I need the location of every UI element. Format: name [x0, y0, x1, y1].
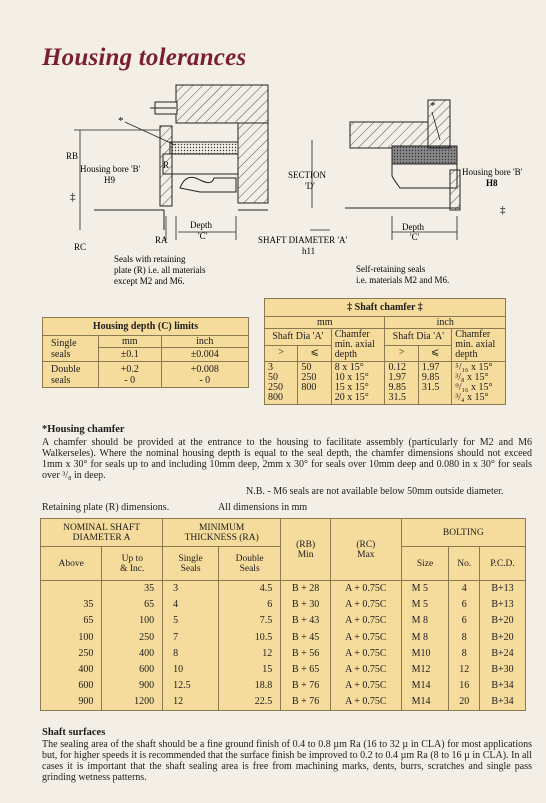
chamfer-inch-dia-header: Shaft Dia 'A' — [385, 329, 452, 346]
mm-gt-header: > — [265, 345, 298, 362]
cell-size: M 8 — [401, 629, 449, 645]
cell-double: 15 — [219, 661, 281, 677]
cell-rc: A + 0.75C — [331, 661, 402, 677]
housing-chamfer-mark-right: * — [430, 100, 436, 112]
cell-no: 12 — [449, 661, 480, 677]
housing-chamfer-mark: * — [118, 115, 124, 127]
single-inch-value: ±0.004 — [161, 348, 248, 362]
min-thickness-header: MINIMUM THICKNESS (RA) — [163, 519, 281, 547]
cell-rb: B + 56 — [281, 645, 331, 661]
cell-single: 4 — [163, 597, 219, 613]
dimensions-unit-note: All dimensions in mm — [218, 502, 308, 513]
section-d-label: 'D' — [305, 181, 315, 191]
mm-le-values: 50 250 800 — [298, 362, 331, 405]
left-bore-tolerance: H9 — [104, 175, 115, 185]
single-seals-label: Single seals — [43, 336, 99, 362]
cell-above: 600 — [41, 678, 102, 694]
table-row — [41, 581, 526, 597]
retaining-plate-table — [40, 518, 526, 711]
section-label: SECTION — [288, 170, 326, 180]
table-row — [41, 661, 526, 677]
cell-rb: B + 65 — [281, 661, 331, 677]
cell-rb: B + 76 — [281, 678, 331, 694]
rb-header: (RB) Min — [281, 519, 331, 581]
cell-no: 20 — [449, 694, 480, 710]
cell-double: 22.5 — [219, 694, 281, 710]
cell-single: 10 — [163, 661, 219, 677]
caption-right-1: Self-retaining seals — [356, 264, 426, 274]
cell-upto: 1200 — [102, 694, 163, 710]
size-header: Size — [401, 547, 449, 581]
cell-above: 400 — [41, 661, 102, 677]
cell-size: M 8 — [401, 613, 449, 629]
cell-pcd: B+34 — [480, 678, 526, 694]
in-chamfer-values: ⁵/₁₆ x 15° ³/₈ x 15° ⁹/₁₆ x 15° ³/₄ x 15° — [452, 362, 506, 405]
cell-no: 8 — [449, 645, 480, 661]
no-header: No. — [449, 547, 480, 581]
cell-pcd: B+20 — [480, 629, 526, 645]
cell-pcd: B+13 — [480, 581, 526, 597]
right-bore-tolerance: H8 — [486, 178, 498, 188]
cell-rb: B + 30 — [281, 597, 331, 613]
in-gt-values: 0.12 1.97 9.85 31.5 — [385, 362, 418, 405]
cell-rc: A + 0.75C — [331, 597, 402, 613]
shaft-diameter-header: NOMINAL SHAFT DIAMETER A — [41, 519, 163, 547]
cell-rc: A + 0.75C — [331, 629, 402, 645]
cell-above: 900 — [41, 694, 102, 710]
cell-no: 6 — [449, 613, 480, 629]
housing-chamfer-heading: *Housing chamfer — [42, 424, 125, 435]
r-label: R — [163, 160, 170, 170]
single-header: Single Seals — [163, 547, 219, 581]
cell-size: M14 — [401, 694, 449, 710]
shaft-tolerance-label: h11 — [302, 246, 316, 256]
table-row — [41, 597, 526, 613]
housing-diagram — [0, 80, 546, 310]
shaft-surfaces-text: The sealing area of the shaft should be a fine ground finish of 0.4 to 0.8 µm Ra (16 to 32 µ in CLA) for most applications but, for higher speeds it is recommended that the surface finish be improved to 0.2 to 0.4 µm Ra (8 to 16 µ in CLA). In all cases it is important that the shaft sealing area is free from machining marks, dents, burrs, scratches and single pass grinding wetness patterns. — [42, 739, 532, 783]
cell-pcd: B+34 — [480, 694, 526, 710]
double-inch-value: +0.008 - 0 — [161, 362, 248, 388]
depth-c-label-right: 'C' — [410, 232, 420, 242]
mm-le-header: ⩽ — [298, 345, 331, 362]
cell-pcd: B+24 — [480, 645, 526, 661]
chamfer-inch-depth-header: Chamfer min. axial depth — [452, 329, 506, 362]
cell-double: 10.5 — [219, 629, 281, 645]
left-housing-section — [94, 85, 268, 230]
cell-size: M12 — [401, 661, 449, 677]
right-bore-label: Housing bore 'B' — [462, 167, 523, 177]
in-gt-header: > — [385, 345, 418, 362]
in-le-header: ⩽ — [418, 345, 451, 362]
cell-single: 5 — [163, 613, 219, 629]
cell-single: 12.5 — [163, 678, 219, 694]
cell-rb: B + 43 — [281, 613, 331, 629]
rc-header: (RC) Max — [331, 519, 402, 581]
ra-label: RA — [155, 235, 168, 245]
cell-rb: B + 76 — [281, 694, 331, 710]
cell-above: 35 — [41, 597, 102, 613]
rb-label: RB — [66, 151, 79, 161]
double-mm-value: +0.2 - 0 — [99, 362, 162, 388]
single-mm-value: ±0.1 — [99, 348, 162, 362]
chamfer-inch-unit: inch — [385, 317, 506, 329]
shaft-surfaces-heading: Shaft surfaces — [42, 727, 106, 738]
shaft-diameter-label: SHAFT DIAMETER 'A' — [258, 235, 348, 245]
cell-upto: 250 — [102, 629, 163, 645]
bolting-header: BOLTING — [401, 519, 525, 547]
page-title: Housing tolerances — [42, 44, 247, 71]
shaft-chamfer-title: ‡ Shaft chamfer ‡ — [265, 299, 506, 317]
cell-upto: 100 — [102, 613, 163, 629]
cell-upto: 65 — [102, 597, 163, 613]
cell-no: 8 — [449, 629, 480, 645]
chamfer-mm-unit: mm — [265, 317, 385, 329]
cell-double: 4.5 — [219, 581, 281, 597]
cell-rc: A + 0.75C — [331, 645, 402, 661]
cell-single: 12 — [163, 694, 219, 710]
cell-double: 12 — [219, 645, 281, 661]
depth-c-label-left: 'C' — [198, 231, 208, 241]
in-le-values: 1.97 9.85 31.5 — [418, 362, 451, 405]
cell-rb: B + 45 — [281, 629, 331, 645]
mm-gt-values: 3 50 250 800 — [265, 362, 298, 405]
cell-pcd: B+20 — [480, 613, 526, 629]
double-header: Double Seals — [219, 547, 281, 581]
cell-single: 7 — [163, 629, 219, 645]
cell-pcd: B+13 — [480, 597, 526, 613]
table-row — [41, 629, 526, 645]
caption-right-2: i.e. materials M2 and M6. — [356, 275, 450, 285]
right-housing-section — [345, 100, 460, 210]
shaft-chamfer-table — [264, 298, 506, 405]
cell-no: 6 — [449, 597, 480, 613]
depth-table-title: Housing depth (C) limits — [43, 318, 249, 336]
housing-chamfer-text: A chamfer should be provided at the entrance to the housing to facilitate assembly (particularly for M2 and M6 Walkerseles). Where the nominal housing depth is equal to the seal depth, the chamfer dimensions should not exceed 1mm x 30° for seals up to and including 10mm deep, 2mm x 30° for seals over 10mm deep and 0.080 in x 30° for seals over ³/₈ in deep. — [42, 437, 532, 481]
cell-single: 8 — [163, 645, 219, 661]
retaining-plate-caption: Retaining plate (R) dimensions. — [42, 502, 170, 513]
cell-rc: A + 0.75C — [331, 678, 402, 694]
rc-label: RC — [74, 242, 87, 252]
cell-pcd: B+30 — [480, 661, 526, 677]
cell-above: 250 — [41, 645, 102, 661]
table-row — [41, 678, 526, 694]
cell-upto: 400 — [102, 645, 163, 661]
table-row — [41, 694, 526, 710]
cell-upto: 900 — [102, 678, 163, 694]
cell-rb: B + 28 — [281, 581, 331, 597]
cell-double: 7.5 — [219, 613, 281, 629]
cell-size: M10 — [401, 645, 449, 661]
housing-depth-table — [42, 317, 249, 388]
cell-no: 16 — [449, 678, 480, 694]
table-row — [41, 613, 526, 629]
mm-chamfer-values: 8 x 15° 10 x 15° 15 x 15° 20 x 15° — [331, 362, 385, 405]
cell-rc: A + 0.75C — [331, 694, 402, 710]
chamfer-mm-depth-header: Chamfer min. axial depth — [331, 329, 385, 362]
depth-mm-header: mm — [99, 336, 162, 348]
cell-above: 65 — [41, 613, 102, 629]
cell-above — [41, 581, 102, 597]
cell-double: 6 — [219, 597, 281, 613]
cell-above: 100 — [41, 629, 102, 645]
above-header: Above — [41, 547, 102, 581]
upto-header: Up to & Inc. — [102, 547, 163, 581]
depth-label-left: Depth — [190, 220, 212, 230]
nb-note: N.B. - M6 seals are not available below 50mm outside diameter. — [246, 486, 504, 497]
depth-label-right: Depth — [402, 222, 424, 232]
shaft-chamfer-mark-left: ‡ — [70, 191, 76, 203]
cell-single: 3 — [163, 581, 219, 597]
cell-rc: A + 0.75C — [331, 613, 402, 629]
shaft-chamfer-mark-right: ‡ — [500, 204, 506, 216]
cell-upto: 600 — [102, 661, 163, 677]
double-seals-label: Double seals — [43, 362, 99, 388]
cell-upto: 35 — [102, 581, 163, 597]
chamfer-mm-dia-header: Shaft Dia 'A' — [265, 329, 332, 346]
left-bore-label: Housing bore 'B' — [80, 164, 141, 174]
cell-no: 4 — [449, 581, 480, 597]
caption-left-3: except M2 and M6. — [114, 276, 185, 286]
cell-size: M 5 — [401, 597, 449, 613]
pcd-header: P.C.D. — [480, 547, 526, 581]
cell-rc: A + 0.75C — [331, 581, 402, 597]
caption-left-2: plate (R) i.e. all materials — [114, 265, 206, 275]
table-row — [41, 645, 526, 661]
cell-size: M14 — [401, 678, 449, 694]
cell-size: M 5 — [401, 581, 449, 597]
cell-double: 18.8 — [219, 678, 281, 694]
depth-inch-header: inch — [161, 336, 248, 348]
caption-left-1: Seals with retaining — [114, 254, 186, 264]
